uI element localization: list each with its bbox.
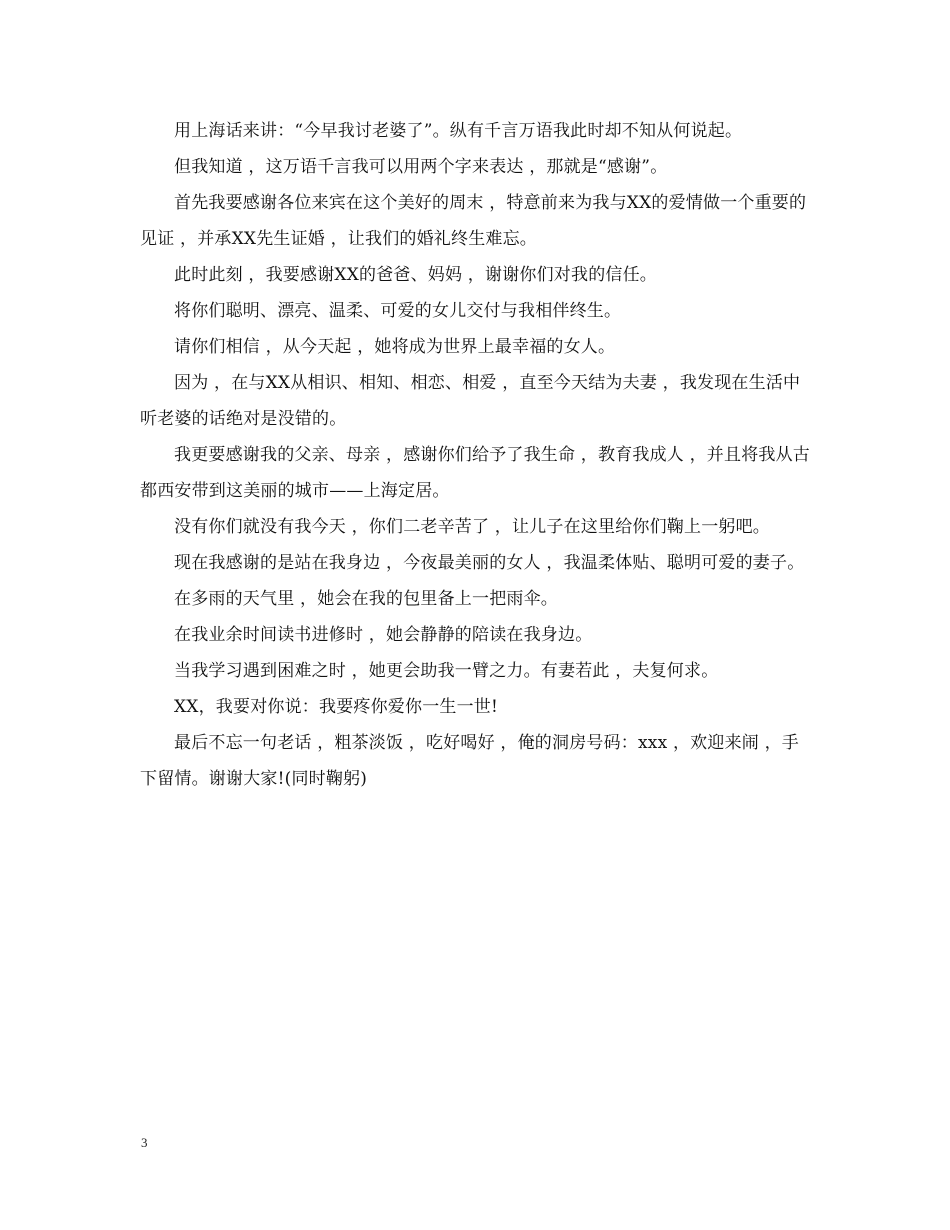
paragraph-15: 最后不忘一句老话 ，粗茶淡饭 ，吃好喝好 ，俺的洞房号码：xxx ，欢迎来闹 ，手下留情。谢谢大家!(同时鞠躬) [140,733,799,789]
paragraph-4: 此时此刻 ，我要感谢XX的爸爸、妈妈 ，谢谢你们对我的信任。 [174,265,658,285]
paragraph-3: 首先我要感谢各位来宾在这个美好的周末 ，特意前来为我与XX的爱情做一个重要的见证 ，并承XX先生证婚 ，让我们的婚礼终生难忘。 [140,193,807,249]
page-number: 3 [141,1135,148,1150]
paragraph-2: 但我知道 ，这万语千言我可以用两个字来表达 ，那就是“感谢”。 [174,157,668,177]
paragraph-14: XX，我要对你说：我要疼你爱你一生一世! [174,697,499,717]
paragraph-8: 我更要感谢我的父亲、母亲 ，感谢你们给予了我生命 ，教育我成人 ，并且将我从古都西安带到这美丽的城市——上海定居。 [140,445,811,501]
paragraph-9: 没有你们就没有我今天 ，你们二老辛苦了 ，让儿子在这里给你们鞠上一躬吧。 [174,517,771,537]
document-body [140,113,815,797]
paragraph-13: 当我学习遇到困难之时 ，她更会助我一臂之力。有妻若此 ，夫复何求。 [174,661,719,681]
paragraph-10: 现在我感谢的是站在我身边 ，今夜最美丽的女人 ，我温柔体贴、聪明可爱的妻子。 [174,553,805,573]
paragraph-7: 因为 ，在与XX从相识、相知、相恋、相爱 ，直至今天结为夫妻 ，我发现在生活中听老婆的话绝对是没错的。 [140,373,801,429]
paragraph-6: 请你们相信 ，从今天起 ，她将成为世界上最幸福的女人。 [174,337,616,357]
paragraph-12: 在我业余时间读书进修时 ，她会静静的陪读在我身边。 [174,625,593,645]
paragraph-5: 将你们聪明、漂亮、温柔、可爱的女儿交付与我相伴终生。 [174,301,622,321]
paragraph-1: 用上海话来讲：“今早我讨老婆了”。纵有千言万语我此时却不知从何说起。 [174,121,743,141]
paragraph-11: 在多雨的天气里 ，她会在我的包里备上一把雨伞。 [174,589,559,609]
